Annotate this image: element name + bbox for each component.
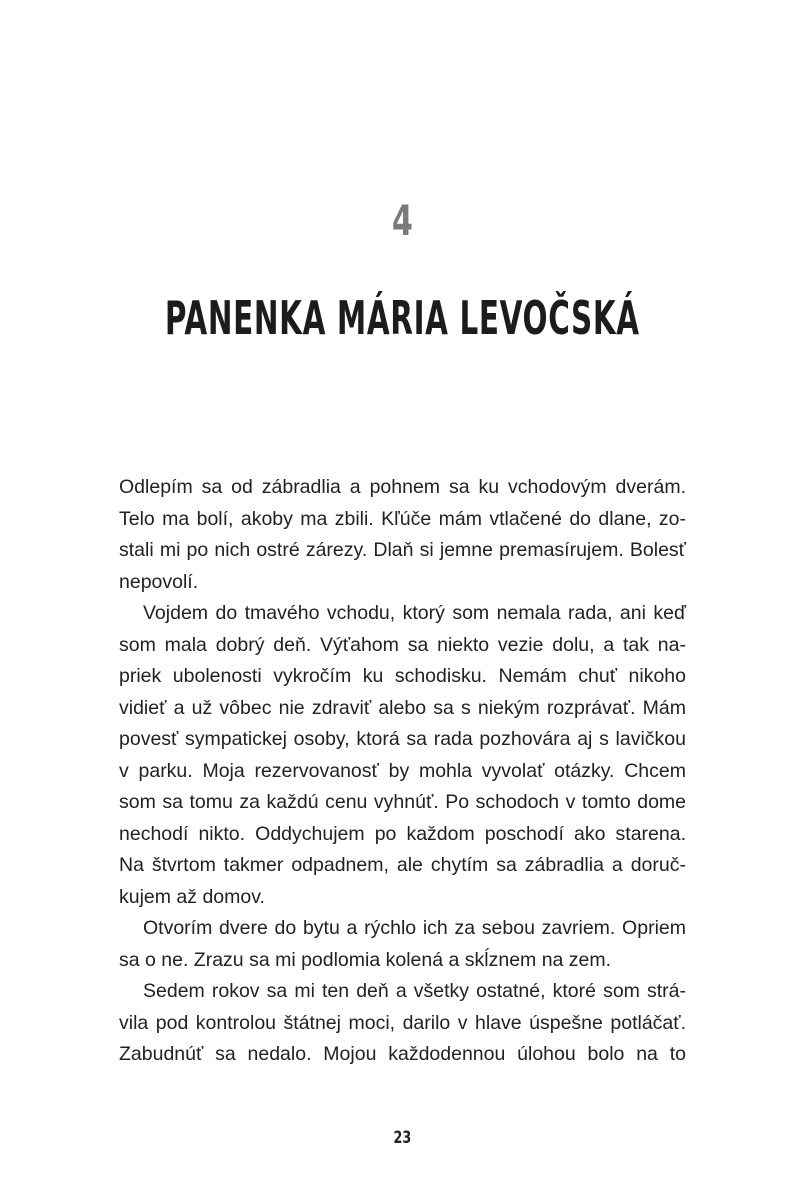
text-line: Sedem rokov sa mi ten deň a všetky ostatné, ktoré som strá- bbox=[143, 980, 686, 1002]
text-line: Vojdem do tmavého vchodu, ktorý som nemala rada, ani keď bbox=[143, 602, 686, 624]
page-number: 23 bbox=[393, 1128, 412, 1148]
text-line: v parku. Moja rezervovanosť by mohla vyvolať otázky. Chcem bbox=[119, 759, 686, 782]
text-line: Telo ma bolí, akoby ma zbili. Kľúče mám vtlačené do dlane, zo- bbox=[119, 507, 686, 530]
text-line: Zabudnúť sa nedalo. Mojou každodennou úlohou bolo na to bbox=[119, 1043, 686, 1065]
text-line: nechodí nikto. Oddychujem po každom poschodí ako starena. bbox=[119, 822, 686, 845]
text-line: povesť sympatickej osoby, ktorá sa rada pozhovára aj s lavičkou bbox=[119, 728, 686, 750]
body-text bbox=[119, 472, 686, 1071]
text-line: som mala dobrý deň. Výťahom sa niekto vezie dolu, a tak na- bbox=[119, 633, 686, 656]
text-line: kujem až domov. bbox=[119, 885, 265, 908]
text-line: vidieť a už vôbec nie zdraviť alebo sa s niekým rozprávať. Mám bbox=[119, 696, 686, 719]
chapter-title: PANENKA MÁRIA LEVOČSKÁ bbox=[164, 291, 640, 345]
text-line: sa o ne. Zrazu sa mi podlomia kolená a skĺznem na zem. bbox=[119, 948, 612, 971]
text-line: Odlepím sa od zábradlia a pohnem sa ku vchodovým dverám. bbox=[119, 476, 686, 498]
text-line: vila pod kontrolou štátnej moci, darilo v hlave úspešne potláčať. bbox=[119, 1011, 686, 1034]
text-line: Na štvrtom takmer odpadnem, ale chytím sa zábradlia a doruč- bbox=[119, 854, 686, 876]
text-line: Otvorím dvere do bytu a rýchlo ich za sebou zavriem. Opriem bbox=[143, 917, 686, 939]
text-line: som sa tomu za každú cenu vyhnúť. Po schodoch v tomto dome bbox=[119, 791, 686, 813]
text-line: stali mi po nich ostré zárezy. Dlaň si jemne premasírujem. Bolesť bbox=[119, 539, 686, 561]
text-line: nepovolí. bbox=[119, 570, 199, 593]
chapter-number: 4 bbox=[391, 196, 413, 245]
text-line: priek ubolenosti vykročím ku schodisku. Nemám chuť nikoho bbox=[119, 665, 686, 687]
